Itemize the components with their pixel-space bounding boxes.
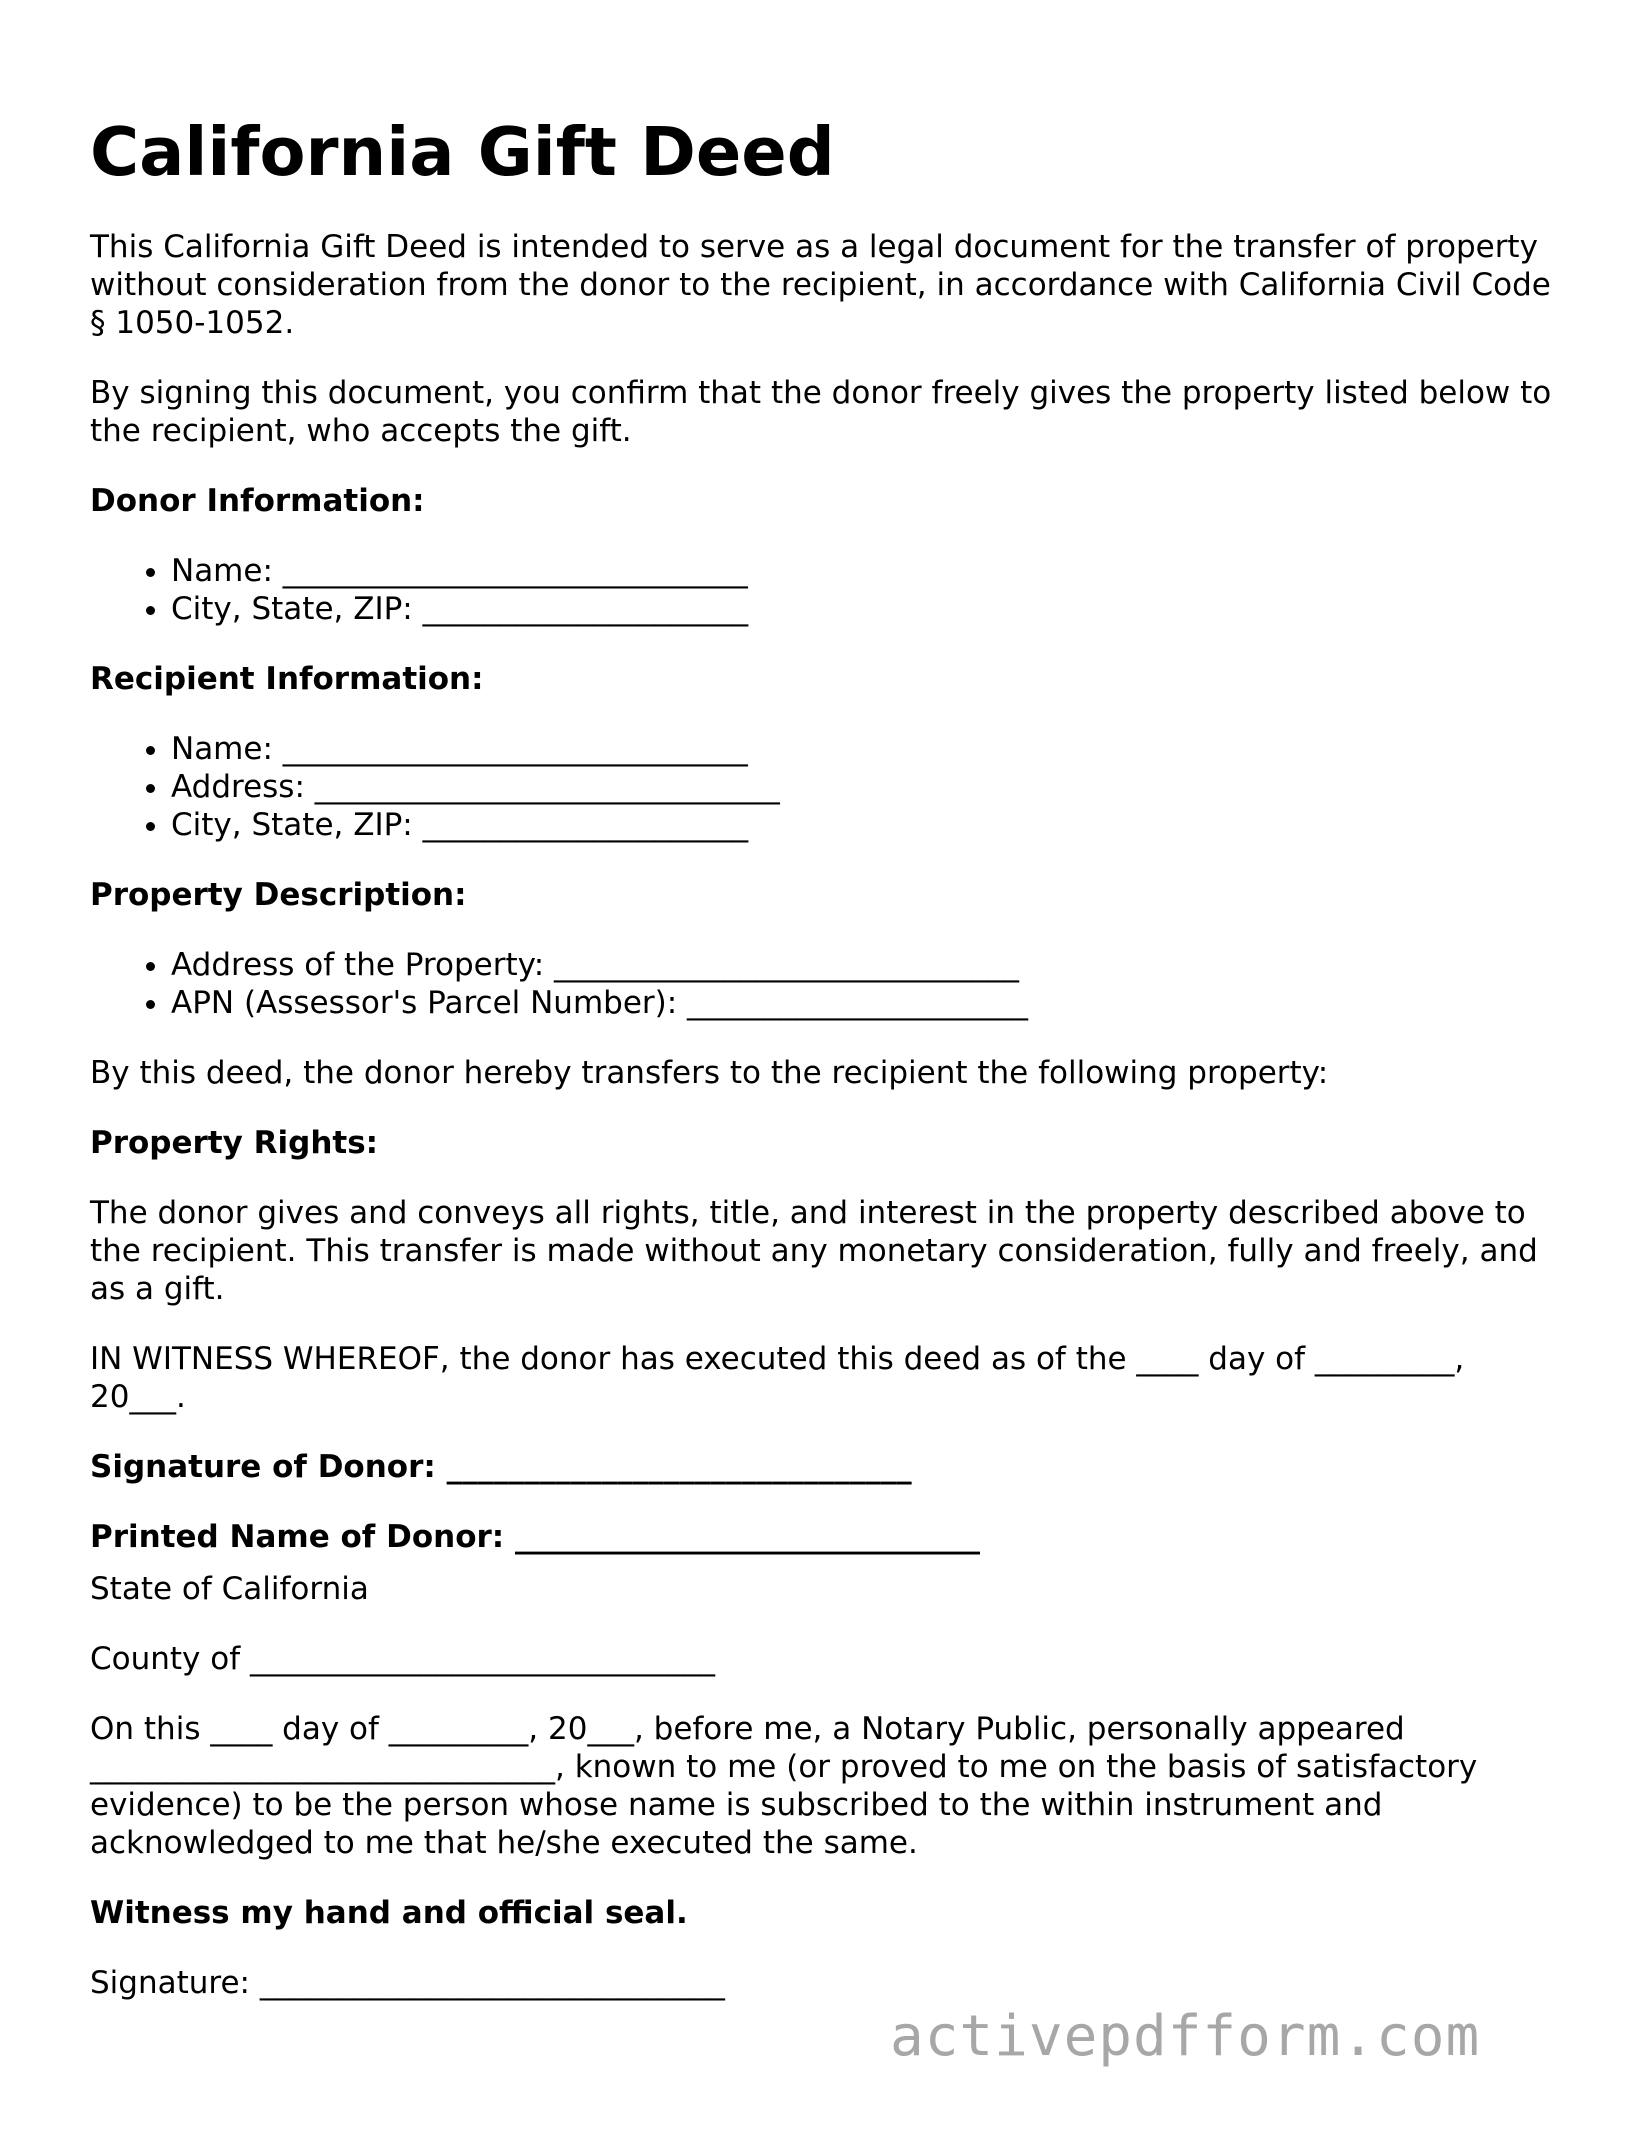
recipient-city-state-zip-field: • City, State, ZIP: _____________________ — [171, 806, 1560, 844]
county-line: County of ______________________________ — [90, 1641, 715, 1677]
recipient-name-field: • Name: ______________________________ — [171, 730, 1560, 768]
witness-statement-line-1: IN WITNESS WHEREOF, the donor has executed this deed as of the ____ day of _________, — [90, 1341, 1465, 1377]
intro-paragraph-2: By signing this document, you confirm that the donor freely gives the property listed below to the recipient, who accepts the gift. — [90, 375, 1552, 449]
gift-deed-document — [90, 112, 1560, 2034]
property-info-list — [90, 946, 1560, 1022]
rights-paragraph: The donor gives and conveys all rights, title, and interest in the property described above to the recipient. This transfer is made without any monetary consideration, fully and freely, and as a gift. — [90, 1195, 1538, 1307]
rights-heading: Property Rights: — [90, 1125, 379, 1161]
donor-info-list — [90, 552, 1560, 628]
donor-heading: Donor Information: — [90, 483, 425, 519]
property-address-field: • Address of the Property: ______________________________ — [171, 946, 1560, 984]
notary-acknowledgment — [90, 1710, 1560, 1862]
seal-heading: Witness my hand and official seal. — [90, 1895, 688, 1931]
notary-line-4: acknowledged to me that he/she executed the same. — [90, 1825, 918, 1861]
transfer-statement: By this deed, the donor hereby transfers to the recipient the following property: — [90, 1055, 1329, 1091]
notary-line-1: On this ____ day of _________, 20___, before me, a Notary Public, personally appeared — [90, 1711, 1405, 1747]
notary-line-3: evidence) to be the person whose name is subscribed to the within instrument and — [90, 1787, 1383, 1823]
intro-paragraph-1: This California Gift Deed is intended to serve as a legal document for the transfer of property without consideration from the donor to the recipient, in accordance with California Civil Code § 1050-1052. — [90, 229, 1551, 341]
notary-signature-line: Signature: ______________________________ — [90, 1965, 725, 2001]
recipient-address-field: • Address: ______________________________ — [171, 768, 1560, 806]
recipient-heading: Recipient Information: — [90, 661, 484, 697]
property-heading: Property Description: — [90, 877, 467, 913]
donor-name-field: • Name: ______________________________ — [171, 552, 1560, 590]
donor-printed-name-line: Printed Name of Donor: ______________________________ — [90, 1519, 980, 1555]
recipient-info-list — [90, 730, 1560, 844]
property-apn-field: • APN (Assessor's Parcel Number): ______________________ — [171, 984, 1560, 1022]
watermark-text: activepdfform.com — [890, 2004, 1481, 2069]
donor-city-state-zip-field: • City, State, ZIP: _____________________ — [171, 590, 1560, 628]
state-line: State of California — [90, 1571, 369, 1607]
document-title: California Gift Deed — [90, 113, 835, 191]
notary-line-2: ______________________________, known to me (or proved to me on the basis of satisfactory — [90, 1749, 1478, 1785]
donor-signature-line: Signature of Donor: ______________________________ — [90, 1449, 912, 1485]
witness-statement — [90, 1340, 1560, 1416]
witness-statement-line-2: 20___. — [90, 1379, 186, 1415]
